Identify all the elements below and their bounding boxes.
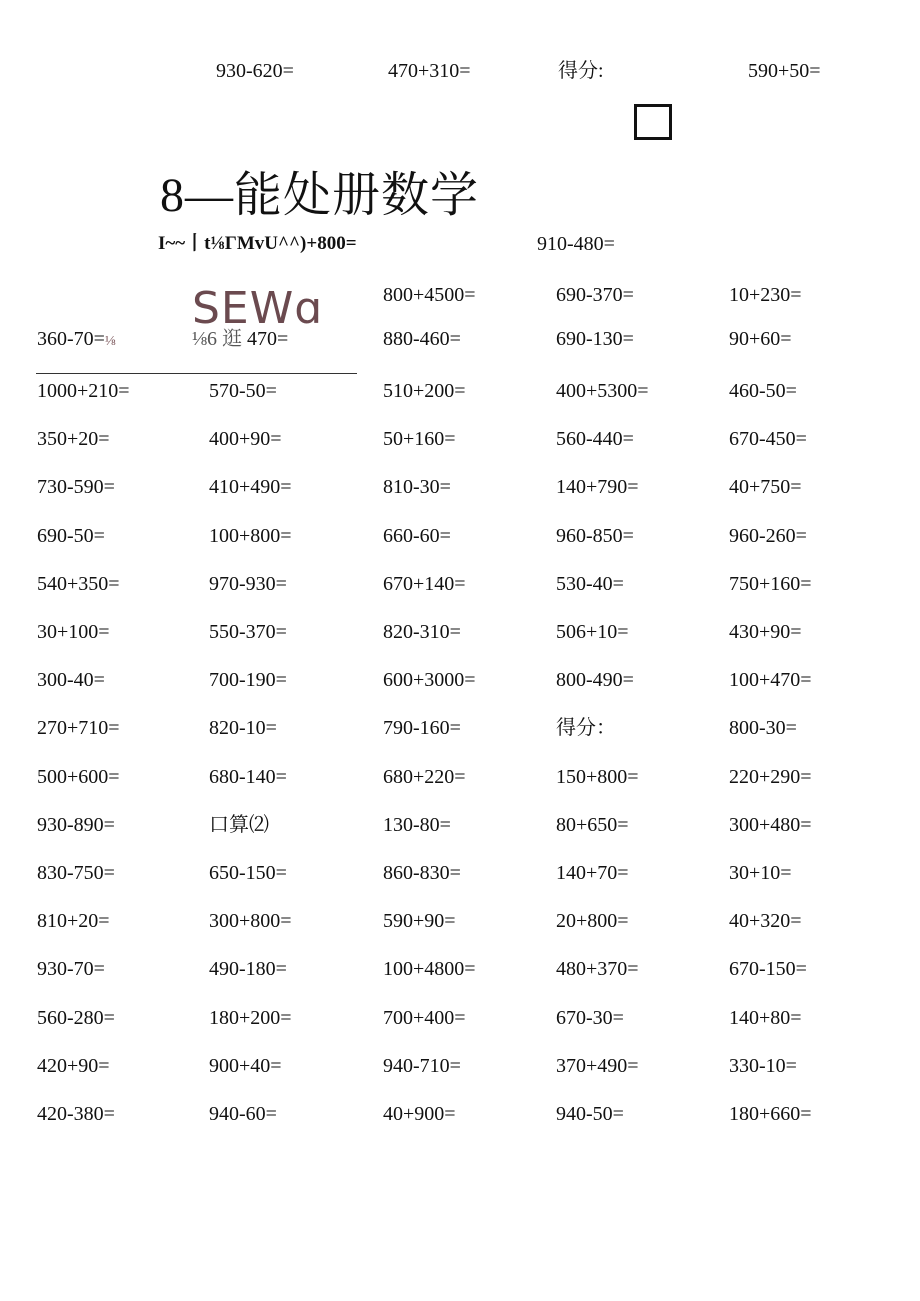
problem: 820-310= (383, 621, 461, 643)
page-title: 8—能处册数学 (160, 169, 480, 222)
problem: 650-150= (209, 862, 287, 884)
problem: 690-50= (37, 525, 105, 547)
problem: 510+200= (383, 380, 466, 402)
problem (192, 328, 288, 350)
problem: 500+600= (37, 766, 120, 788)
problem: 40+320= (729, 910, 802, 932)
problem: 940-50= (556, 1103, 624, 1125)
problem: 80+650= (556, 814, 629, 836)
problem: 930-70= (37, 958, 105, 980)
problem: 800-490= (556, 669, 634, 691)
problem: 300+800= (209, 910, 292, 932)
problem: 370+490= (556, 1055, 639, 1077)
problem: 20+800= (556, 910, 629, 932)
problem: 750+160= (729, 573, 812, 595)
problem: 860-830= (383, 862, 461, 884)
problem: 400+5300= (556, 380, 649, 402)
problem-text: 470= (247, 328, 289, 350)
problem (37, 328, 115, 353)
problem: 140+80= (729, 1007, 802, 1029)
problem: 930-890= (37, 814, 115, 836)
problem: 506+10= (556, 621, 629, 643)
header-problem-1: 930-620= (216, 60, 294, 82)
problem-text: 360-70= (37, 328, 105, 350)
problem: 670-450= (729, 428, 807, 450)
problem: 970-930= (209, 573, 287, 595)
problem: 800+4500= (383, 284, 476, 306)
problem: 420+90= (37, 1055, 110, 1077)
problem: 30+100= (37, 621, 110, 643)
problem: 40+750= (729, 476, 802, 498)
problem: 800-30= (729, 717, 797, 739)
problem: 400+90= (209, 428, 282, 450)
problem: 10+230= (729, 284, 802, 306)
problem: 140+790= (556, 476, 639, 498)
problem: 570-50= (209, 380, 277, 402)
problem: 670-30= (556, 1007, 624, 1029)
problem: 180+660= (729, 1103, 812, 1125)
problem: 30+10= (729, 862, 792, 884)
problem: 670-150= (729, 958, 807, 980)
stray-mark: ⅛ (104, 334, 116, 349)
problem: 660-60= (383, 525, 451, 547)
problem: 90+60= (729, 328, 792, 350)
problem: 330-10= (729, 1055, 797, 1077)
problem: 690-370= (556, 284, 634, 306)
problem: 960-850= (556, 525, 634, 547)
problem: 100+800= (209, 525, 292, 547)
problem: 550-370= (209, 621, 287, 643)
problem: 700+400= (383, 1007, 466, 1029)
problem: 350+20= (37, 428, 110, 450)
problem: 50+160= (383, 428, 456, 450)
problem: 790-160= (383, 717, 461, 739)
problem: 960-260= (729, 525, 807, 547)
problem: 1000+210= (37, 380, 130, 402)
problem: 40+900= (383, 1103, 456, 1125)
problem: 680-140= (209, 766, 287, 788)
problem: 540+350= (37, 573, 120, 595)
problem: 940-710= (383, 1055, 461, 1077)
problem: 460-50= (729, 380, 797, 402)
problem: 700-190= (209, 669, 287, 691)
problem: 670+140= (383, 573, 466, 595)
score-box (634, 104, 672, 140)
problem: 口算⑵ (209, 814, 269, 836)
problem: 270+710= (37, 717, 120, 739)
problem: 150+800= (556, 766, 639, 788)
problem: 810-30= (383, 476, 451, 498)
problem: 690-130= (556, 328, 634, 350)
header-problem-2: 470+310= (388, 60, 471, 82)
problem: 480+370= (556, 958, 639, 980)
problem: 100+470= (729, 669, 812, 691)
header-problem-3: 590+50= (748, 60, 821, 82)
problem: 420-380= (37, 1103, 115, 1125)
problem: 180+200= (209, 1007, 292, 1029)
problem: 820-10= (209, 717, 277, 739)
problem: 430+90= (729, 621, 802, 643)
problem: 830-750= (37, 862, 115, 884)
problem: 880-460= (383, 328, 461, 350)
problem: 140+70= (556, 862, 629, 884)
problem: 560-280= (37, 1007, 115, 1029)
problem: 560-440= (556, 428, 634, 450)
stray-mark: ⅛6 逛 (192, 328, 242, 350)
garbled-subtitle: I~~丨t⅛ΓMvU^^)+800= (158, 233, 357, 254)
divider-line (36, 373, 357, 374)
problem: 300+480= (729, 814, 812, 836)
subtitle-problem: 910-480= (537, 233, 615, 255)
problem: 130-80= (383, 814, 451, 836)
problem: 730-590= (37, 476, 115, 498)
problem: 100+4800= (383, 958, 476, 980)
problem: 810+20= (37, 910, 110, 932)
score-label: 得分: (558, 60, 604, 82)
problem: 680+220= (383, 766, 466, 788)
problem: 220+290= (729, 766, 812, 788)
problem: 900+40= (209, 1055, 282, 1077)
problem: 300-40= (37, 669, 105, 691)
score-label: 得分： (556, 717, 616, 739)
brand-watermark: SEWɑ (192, 283, 324, 334)
problem: 490-180= (209, 958, 287, 980)
problem: 530-40= (556, 573, 624, 595)
problem: 940-60= (209, 1103, 277, 1125)
problem: 600+3000= (383, 669, 476, 691)
problem: 590+90= (383, 910, 456, 932)
problem: 410+490= (209, 476, 292, 498)
